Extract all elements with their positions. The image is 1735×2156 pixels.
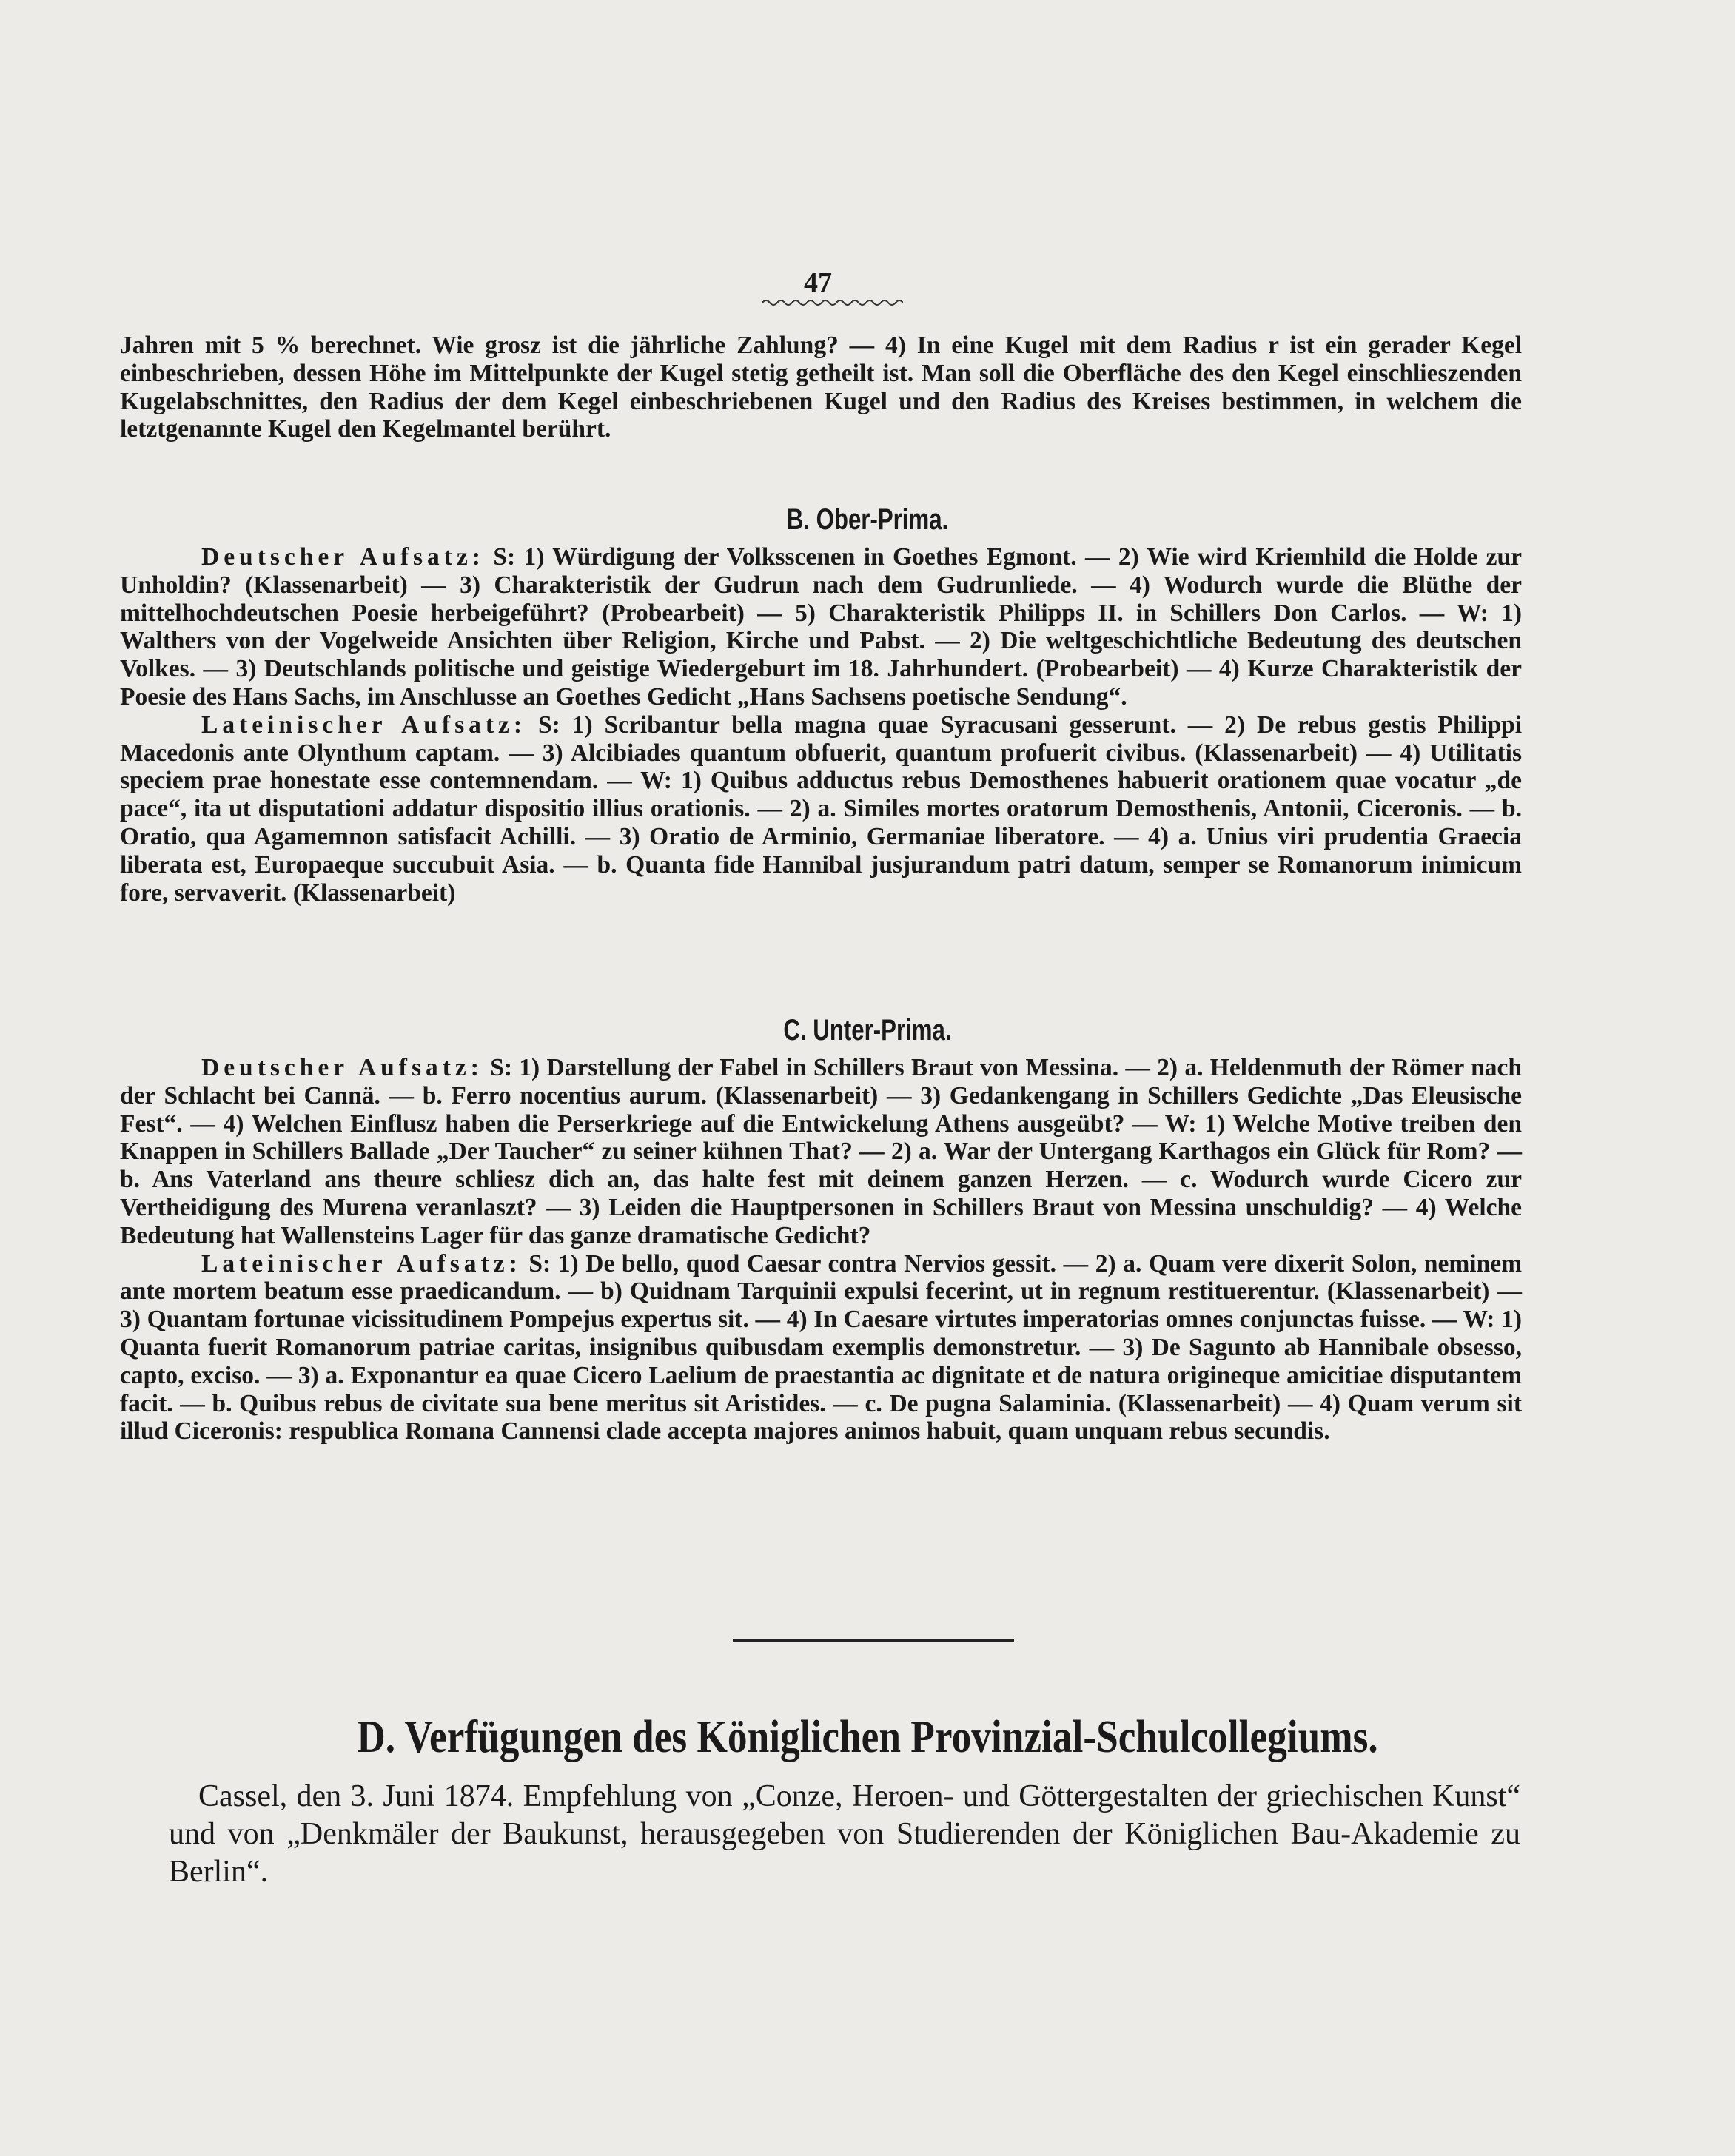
ober-prima-deutsch-paragraph: [120, 543, 1522, 711]
section-heading-ober-prima: B. Ober-Prima.: [786, 503, 949, 536]
paragraph-text: S: 1) Würdigung der Volksscenen in Goethes Egmont. — 2) Wie wird Kriemhild die Holde zur Unholdin? (Klassenarbeit) — 3) Charakteristik der Gudrun nach dem Gudrunliede. — 4) Wodurch wurde die Blüthe der mittelhochdeutschen Poesie herbeigeführt? (Probearbeit) — 5) Charakteristik Philipps II. in Schillers Don Carlos. — W: 1) Walthers von der Vogelweide Ansichten über Religion, Kirche und Pabst. — 2) Die weltgeschichtliche Bedeutung des deutschen Volkes. — 3) Deutschlands politische und geistige Wiedergeburt im 18. Jahrhundert. (Probearbeit) — 4) Kurze Charakteristik der Poesie des Hans Sachs, im Anschlusse an Goethes Gedicht „Hans Sachsens poetische Sendung“.: [120, 543, 1523, 711]
main-heading: D. Verfügungen des Königlichen Provinzial-Schulcollegiums.: [357, 1712, 1378, 1762]
unter-prima-latein-paragraph: [120, 1250, 1522, 1446]
ober-prima-block: [120, 543, 1522, 907]
intro-paragraph-block: [120, 332, 1522, 443]
ober-prima-latein-paragraph: [120, 711, 1522, 907]
unter-prima-block: [120, 1054, 1522, 1445]
unter-prima-deutsch-paragraph: [120, 1054, 1522, 1250]
paragraph-text: S: 1) Scribantur bella magna quae Syracusani gesserunt. — 2) De rebus gestis Philippi Macedonis ante Olynthum captam. — 3) Alcibiades quantum obfuerit, quantum profuerit civibus. (Klassenarbeit) — 4) Utilitatis speciem prae honestate esse contemnendam. — W: 1) Quibus adductus rebus Demosthenes habuerit orationem quae vocatur „de pace“, ita ut disputationi addatur dispositio illius orationis. — 2) a. Similes mortes oratorum Demosthenis, Antonii, Ciceronis. — b. Oratio, qua Agamemnon satisfacit Achilli. — 3) Oratio de Arminio, Germaniae liberatore. — 4) a. Unius viri prudentia Graecia liberata est, Europaeque succubuit Asia. — b. Quanta fide Hannibal jusjurandum patri datum, semper se Romanorum inimicum fore, servaverit. (Klassenarbeit): [120, 711, 1522, 907]
final-paragraph-block: [169, 1778, 1520, 1891]
page-number-ornament: [762, 298, 903, 308]
section-heading-unter-prima: C. Unter-Prima.: [783, 1014, 952, 1047]
intro-paragraph: Jahren mit 5 % berechnet. Wie grosz ist die jährliche Zahlung? — 4) In eine Kugel mit dem Radius r ist ein gerader Kegel einbeschrieben, dessen Höhe im Mittelpunkte der Kugel stetig getheilt ist. Man soll die Oberfläche des den Kegel einschlieszenden Kugelabschnittes, den Radius der dem Kegel einbeschriebenen Kugel und den Radius des Kreises bestimmen, in welchem die letztgenannte Kugel den Kegelmantel berührt.: [120, 332, 1522, 443]
paragraph-label: Deutscher Aufsatz:: [201, 1054, 483, 1081]
paragraph-label: Lateinischer Aufsatz:: [201, 1249, 522, 1277]
section-divider: [733, 1639, 1014, 1642]
paragraph-label: Lateinischer Aufsatz:: [201, 711, 527, 739]
paragraph-text: S: 1) Darstellung der Fabel in Schillers Braut von Messina. — 2) a. Heldenmuth der Römer nach der Schlacht bei Cannä. — b. Ferro nocentius aurum. (Klassenarbeit) — 3) Gedankengang in Schillers Gedichte „Das Eleusische Fest“. — 4) Welchen Einflusz haben die Perserkriege auf die Entwickelung Athens ausgeübt? — W: 1) Welche Motive treiben den Knappen in Schillers Ballade „Der Taucher“ zu seiner kühnen That? — 2) a. War der Untergang Karthagos ein Glück für Rom? — b. Ans Vaterland ans theure schliesz dich an, das halte fest mit deinem ganzen Herzen. — c. Wodurch wurde Cicero zur Vertheidigung des Murena veranlaszt? — 3) Leiden die Hauptpersonen in Schillers Braut von Messina unschuldig? — 4) Welche Bedeutung hat Wallensteins Lager für das ganze dramatische Gedicht?: [120, 1054, 1522, 1249]
paragraph-text: S: 1) De bello, quod Caesar contra Nervios gessit. — 2) a. Quam vere dixerit Solon, neminem ante mortem beatum esse praedicandum. — b) Quidnam Tarquinii expulsi fecerint, ut in regnum restituerentur. (Klassenarbeit) — 3) Quantam fortunae vicissitudinem Pompejus expertus sit. — 4) In Caesare virtutes imperatorias omnes conjunctas fuisse. — W: 1) Quanta fuerit Romanorum patriae caritas, insignibus quibusdam exemplis demonstretur. — 3) De Sagunto ab Hannibale obsesso, capto, exciso. — 3) a. Exponantur ea quae Cicero Laelium de praestantia ac dignitate et de natura origineque amicitiae disputantem facit. — b. Quibus rebus de civitate sua bene meritus sit Aristides. — c. De pugna Salaminia. (Klassenarbeit) — 4) Quam verum sit illud Ciceronis: respublica Romana Cannensi clade accepta majores animos habuit, quam unquam rebus secundis.: [120, 1249, 1522, 1445]
page-number: 47: [804, 267, 832, 298]
final-paragraph: Cassel, den 3. Juni 1874. Empfehlung von „Conze, Heroen- und Göttergestalten der griechischen Kunst“ und von „Denkmäler der Baukunst, herausgegeben von Studierenden der Königlichen Bau-Akademie zu Berlin“.: [169, 1779, 1520, 1889]
paragraph-label: Deutscher Aufsatz:: [201, 543, 485, 571]
